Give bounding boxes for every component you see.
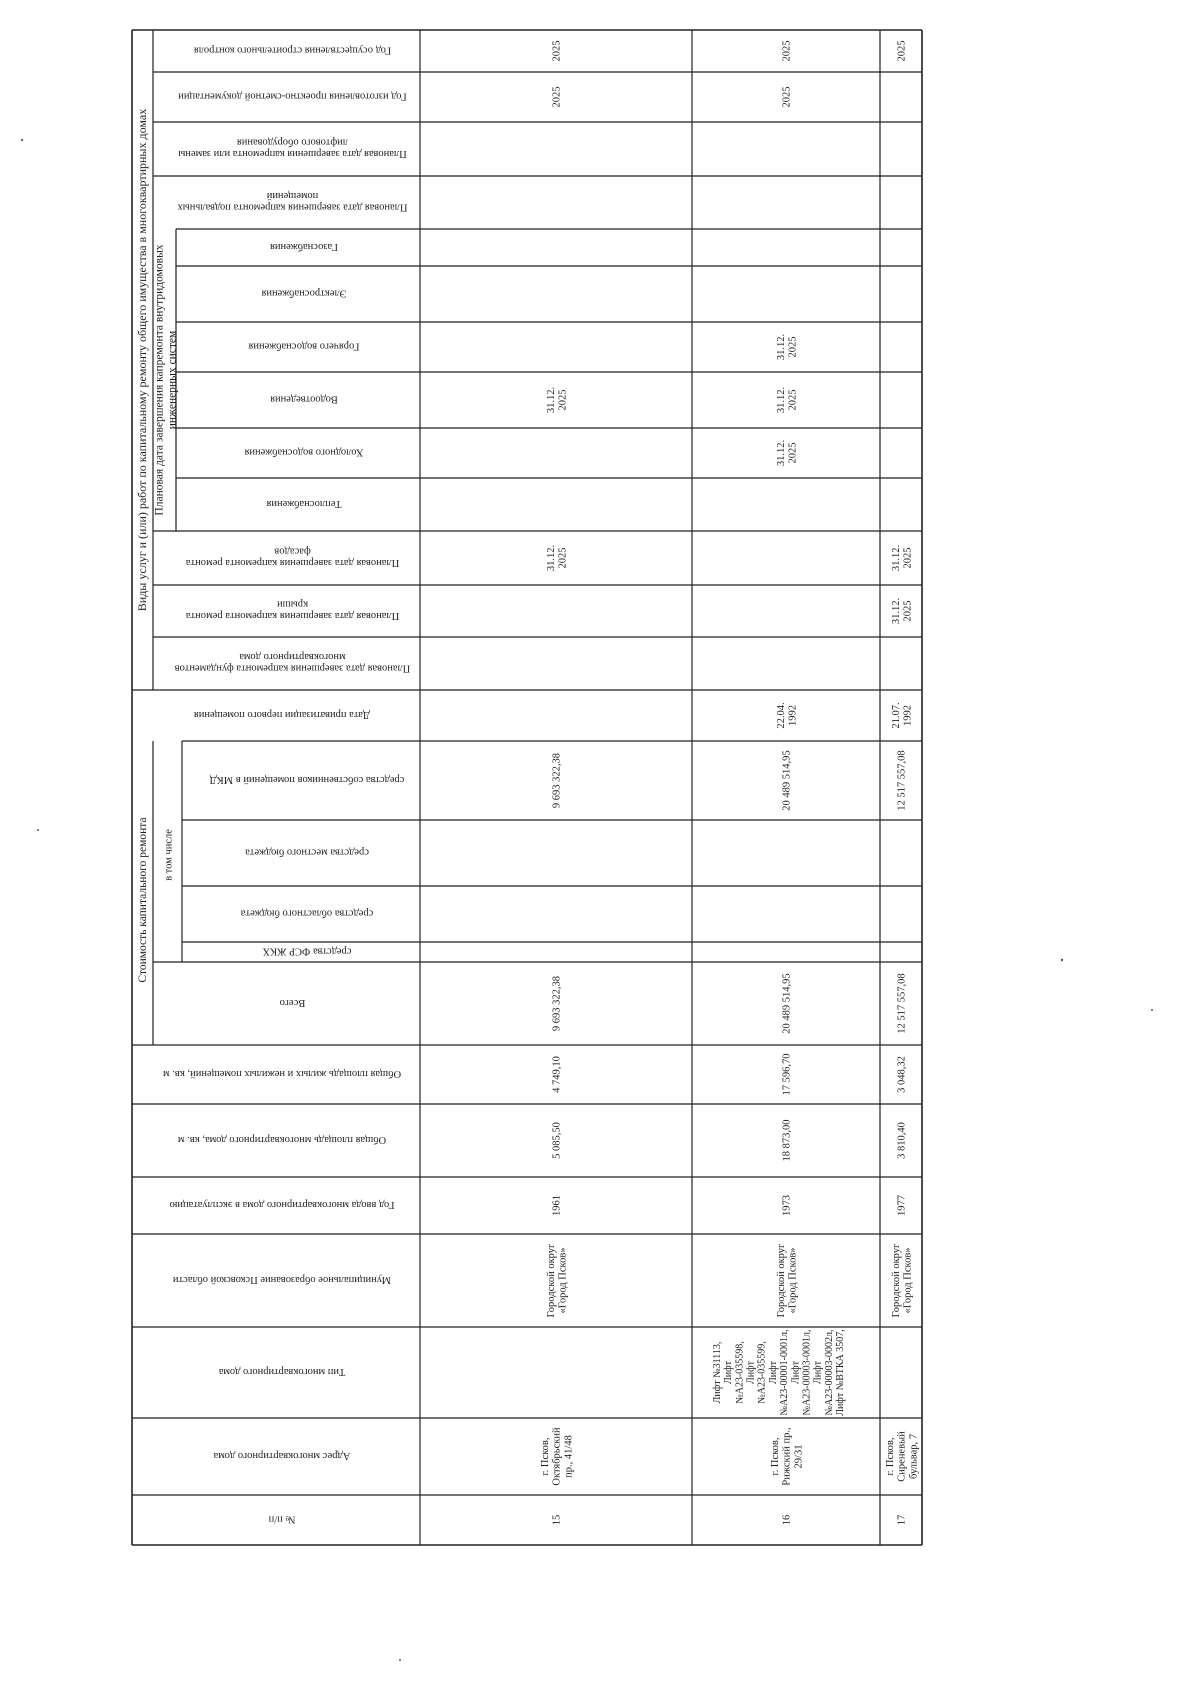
cell-row15-municipality — [546, 1243, 569, 1317]
svg-text:31.12.2025: 31.12.2025 — [775, 439, 799, 467]
header-local — [245, 846, 369, 857]
svg-text:Плановая дата завершения капре: Плановая дата завершения капремонта или заменылифтового оборудования — [178, 136, 407, 160]
header-hot-water — [248, 340, 359, 351]
svg-text:12 517 557,08: 12 517 557,08 — [896, 973, 908, 1034]
cell-row16-year-built — [782, 1195, 793, 1216]
cell-row15-design-year — [552, 87, 563, 108]
cell-row15-sewerage — [546, 387, 569, 413]
svg-text:Горячего водоснабжения: Горячего водоснабжения — [248, 340, 360, 352]
svg-text:21.07.1992: 21.07.1992 — [890, 702, 914, 729]
svg-text:Год ввода многоквартирного дом: Год ввода многоквартирного дома в эксплуатацию — [169, 1198, 395, 1210]
svg-text:Плановая дата завершения капре: Плановая дата завершения капремонта ремонтакрыши — [185, 598, 400, 622]
header-owners — [210, 774, 405, 785]
cell-row15-total-area — [552, 1122, 563, 1159]
svg-text:15: 15 — [551, 1514, 563, 1526]
header-gas — [270, 241, 338, 252]
svg-text:Теплоснабжения: Теплоснабжения — [266, 497, 342, 509]
svg-text:Водоотведения: Водоотведения — [270, 393, 338, 405]
header-incl-group — [164, 829, 175, 881]
header-cost-group — [137, 817, 149, 982]
cell-row16-cold-water — [776, 440, 799, 466]
cell-row16-num — [782, 1515, 793, 1526]
cell-row17-facade — [891, 545, 914, 571]
svg-text:2025: 2025 — [551, 40, 563, 62]
svg-text:средства областного бюджета: средства областного бюджета — [240, 907, 374, 919]
cell-row15-total — [552, 976, 563, 1031]
header-sewerage — [270, 393, 338, 404]
svg-text:31.12.2025: 31.12.2025 — [545, 386, 569, 414]
cell-row16-sewerage — [776, 387, 799, 413]
cell-row16-premises-area — [782, 1054, 793, 1096]
svg-text:Городской округ«Город Псков»: Городской округ«Город Псков» — [775, 1243, 799, 1318]
svg-text:средства собственников помещен: средства собственников помещений в МКД — [209, 773, 405, 785]
cell-row16-total-area — [782, 1120, 793, 1162]
cell-row17-premises-area — [897, 1056, 908, 1093]
header-heating — [266, 498, 341, 509]
svg-text:20 489 514,95: 20 489 514,95 — [781, 750, 793, 811]
svg-text:Общая площадь многоквартирного: Общая площадь многоквартирного дома, кв. м — [177, 1133, 387, 1145]
svg-text:5 085,50: 5 085,50 — [551, 1122, 563, 1159]
cell-row16-control-year — [782, 41, 793, 62]
svg-text:22.04.1992: 22.04.1992 — [775, 702, 799, 729]
cell-row16-design-year — [782, 87, 793, 108]
svg-text:1973: 1973 — [781, 1195, 793, 1216]
svg-text:Плановая дата завершения капре: Плановая дата завершения капремонта фундаментовмногоквартирного дома — [174, 650, 411, 674]
svg-text:18 873,00: 18 873,00 — [781, 1119, 793, 1162]
svg-text:Городской округ«Город Псков»: Городской округ«Город Псков» — [890, 1243, 914, 1318]
svg-text:17 596,70: 17 596,70 — [781, 1053, 793, 1096]
svg-text:Электроснабжения: Электроснабжения — [261, 287, 347, 299]
cell-row16-total — [782, 973, 793, 1033]
svg-text:№ п/п: № п/п — [268, 1513, 296, 1525]
svg-text:2025: 2025 — [896, 40, 908, 62]
svg-text:31.12.2025: 31.12.2025 — [775, 333, 799, 361]
svg-text:Виды услуг и (или) работ по ка: Виды услуг и (или) работ по капитальному ремонту общего имущества в многоквартирных домах — [135, 108, 150, 612]
svg-text:9 693 322,38: 9 693 322,38 — [551, 975, 563, 1032]
cell-row17-municipality — [891, 1243, 914, 1317]
svg-text:Год осуществления строительног: Год осуществления строительного контроля — [193, 44, 392, 56]
svg-text:16: 16 — [781, 1514, 793, 1526]
cell-row17-roof — [891, 598, 914, 624]
svg-text:31.12.2025: 31.12.2025 — [775, 386, 799, 414]
svg-text:г. Псков,Рижский пр.,29/31: г. Псков,Рижский пр.,29/31 — [769, 1427, 805, 1486]
cell-row17-num — [897, 1515, 908, 1526]
svg-text:средства ФСР ЖКХ: средства ФСР ЖКХ — [262, 945, 352, 957]
svg-text:2025: 2025 — [781, 40, 793, 62]
svg-text:Городской округ«Город Псков»: Городской округ«Город Псков» — [545, 1243, 569, 1318]
svg-text:12 517 557,08: 12 517 557,08 — [896, 750, 908, 811]
header-electricity — [261, 287, 346, 298]
cell-row17-privatization — [891, 702, 914, 728]
svg-text:Плановая дата завершения капре: Плановая дата завершения капремонта ремонтафасадов — [185, 545, 400, 569]
svg-text:Лифт №31113,Лифт№А23-035598,Ли: Лифт №31113,Лифт№А23-035598,Лифт№А23-035599,Лифт№А23-00001-0001л,Лифт№А23-00003-0001л,Лифт№А23-00003-0002л,Лифт №ВТКА 3507, — [711, 1329, 847, 1416]
cell-row15-premises-area — [552, 1056, 563, 1093]
cell-row17-year-built — [897, 1195, 908, 1216]
header-privatization — [194, 709, 370, 720]
svg-text:Муниципальное образование Пско: Муниципальное образование Псковской области — [172, 1273, 392, 1285]
cell-row16-municipality — [776, 1243, 799, 1317]
svg-text:Общая площадь жилых и нежилых: Общая площадь жилых и нежилых помещений, кв. м — [162, 1067, 402, 1079]
cell-row17-address — [885, 1431, 920, 1482]
cell-row15-num — [552, 1515, 563, 1526]
svg-text:Стоимость капитального ремонта: Стоимость капитального ремонта — [137, 817, 149, 983]
svg-text:9 693 322,38: 9 693 322,38 — [551, 752, 563, 809]
svg-text:г. Псков,Сиреневыйбульвар, 7: г. Псков,Сиреневыйбульвар, 7 — [884, 1431, 920, 1482]
cell-row15-facade — [546, 545, 569, 571]
header-municipality — [173, 1274, 391, 1285]
header-control-year — [194, 44, 391, 55]
svg-text:Всего: Всего — [279, 996, 306, 1008]
cell-row17-total-area — [897, 1122, 908, 1159]
cell-row15-year-built — [552, 1195, 563, 1216]
cell-row16-hot-water — [776, 334, 799, 360]
cell-row16-owners — [782, 750, 793, 810]
svg-text:средства местного бюджета: средства местного бюджета — [245, 846, 369, 858]
header-address — [213, 1450, 350, 1461]
header-total-area — [177, 1134, 386, 1145]
svg-text:31.12.2025: 31.12.2025 — [890, 597, 914, 625]
svg-text:Газоснабжения: Газоснабжения — [270, 240, 338, 252]
svg-text:2025: 2025 — [781, 86, 793, 108]
svg-text:Плановая дата завершения капре: Плановая дата завершения капремонта подвальныхпомещений — [177, 189, 408, 213]
header-design-year — [178, 90, 407, 101]
svg-text:3 048,32: 3 048,32 — [896, 1056, 908, 1093]
svg-text:31.12.2025: 31.12.2025 — [545, 544, 569, 572]
svg-text:3 810,40: 3 810,40 — [896, 1122, 908, 1159]
header-total — [280, 997, 306, 1008]
header-house-type — [218, 1366, 345, 1377]
svg-text:г. Псков,Октябрьскийпр., 41/48: г. Псков,Октябрьскийпр., 41/48 — [539, 1427, 575, 1486]
svg-text:1961: 1961 — [551, 1195, 563, 1216]
svg-text:31.12.2025: 31.12.2025 — [890, 544, 914, 572]
cell-row16-privatization — [776, 702, 799, 728]
header-works-group — [135, 109, 149, 611]
header-num — [268, 1513, 295, 1524]
svg-text:17: 17 — [896, 1514, 908, 1526]
svg-text:Дата приватизации первого поме: Дата приватизации первого помещения — [193, 708, 371, 720]
svg-text:Адрес многоквартирного дома: Адрес многоквартирного дома — [213, 1449, 351, 1461]
header-cold-water — [244, 446, 363, 457]
cell-row17-control-year — [897, 41, 908, 62]
cell-row17-owners — [897, 750, 908, 810]
svg-text:Плановая дата завершения капре: Плановая дата завершения капремонта внутридомовыхинженерных систем — [153, 244, 179, 516]
svg-text:Холодного водоснабжения: Холодного водоснабжения — [244, 446, 364, 458]
svg-text:Тип многоквартирного дома: Тип многоквартирного дома — [218, 1365, 346, 1377]
cell-row15-owners — [552, 753, 563, 808]
cell-row15-control-year — [552, 41, 563, 62]
svg-text:4 749,10: 4 749,10 — [551, 1056, 563, 1093]
header-year-built — [169, 1199, 394, 1210]
cell-row17-total — [897, 973, 908, 1033]
header-premises-area — [163, 1068, 401, 1079]
svg-text:20 489 514,95: 20 489 514,95 — [781, 973, 793, 1034]
svg-text:Год изготовления проектно-смет: Год изготовления проектно-сметной документации — [178, 90, 407, 102]
header-fsr — [262, 945, 351, 956]
svg-text:1977: 1977 — [896, 1195, 908, 1216]
svg-text:2025: 2025 — [551, 86, 563, 108]
svg-text:в том числе: в том числе — [163, 829, 175, 881]
header-regional — [240, 907, 373, 918]
